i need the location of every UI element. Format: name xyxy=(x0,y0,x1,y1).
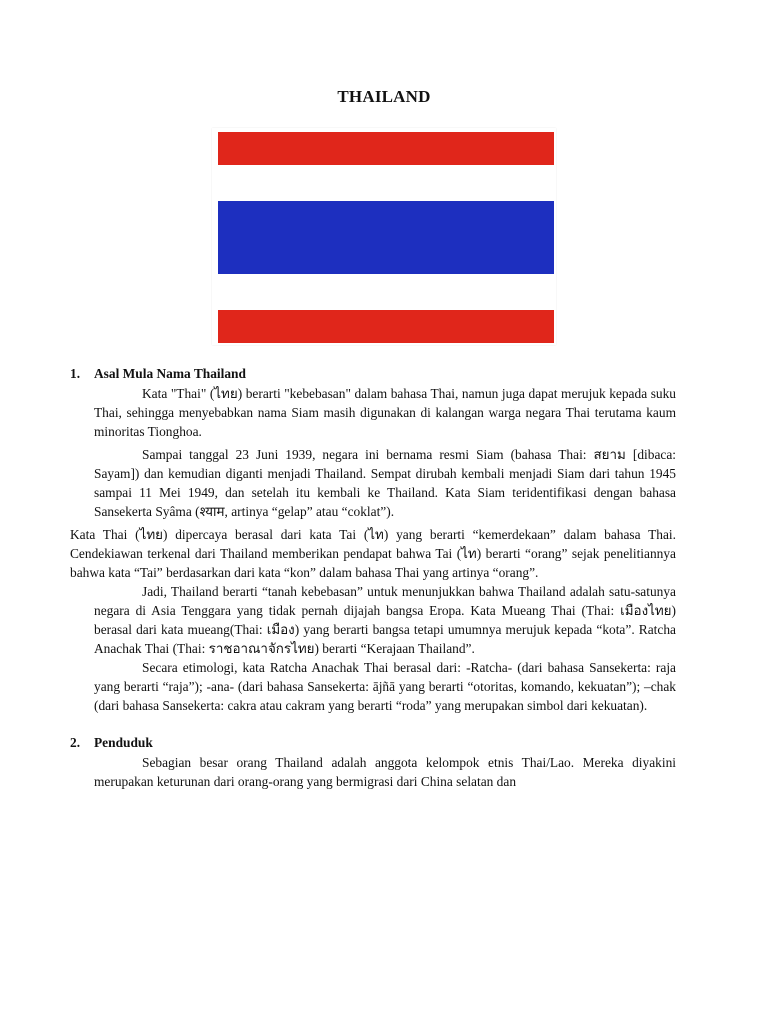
section-heading xyxy=(70,733,676,753)
flag-white-stripe-bottom xyxy=(218,274,554,310)
section-heading-text: Penduduk xyxy=(94,735,153,750)
section-heading-text: Asal Mula Nama Thailand xyxy=(94,366,246,381)
document-title: THAILAND xyxy=(337,87,431,106)
section-penduduk xyxy=(70,733,676,791)
paragraph: Sebagian besar orang Thailand adalah anggota kelompok etnis Thai/Lao. Mereka diyakini merupakan keturunan dari orang-orang yang bermigrasi dari China selatan dan xyxy=(94,755,676,789)
flag-white-stripe-top xyxy=(218,165,554,201)
section-heading xyxy=(70,364,676,384)
section-number: 2. xyxy=(70,735,81,750)
flag-red-stripe-bottom xyxy=(218,310,554,343)
paragraph: Kata Thai (ไทย) dipercaya berasal dari kata Tai (ไท) yang berarti “kemerdekaan” dalam bahasa Thai. Cendekiawan terkenal dari Thailand memberikan pendapat bahwa Tai (ไท) berarti “orang” sejak penelitiannya bahwa kata “Tai” berdasarkan dari kata “kon” dalam bahasa Thai yang artinya “orang”. xyxy=(70,527,676,580)
flag-blue-stripe xyxy=(218,201,554,274)
paragraph: Jadi, Thailand berarti “tanah kebebasan” untuk menunjukkan bahwa Thailand adalah satu-satunya negara di Asia Tenggara yang tidak pernah dijajah bangsa Eropa. Kata Mueang Thai (Thai: เมืองไทย) berasal dari kata mueang(Thai: เมือง) yang berarti bangsa tetapi umumnya merujuk kepada “kota”. Ratcha Anachak Thai (Thai: ราชอาณาจักรไทย) berarti “Kerajaan Thailand”. xyxy=(94,584,676,656)
document-body xyxy=(70,364,676,791)
paragraph: Secara etimologi, kata Ratcha Anachak Thai berasal dari: -Ratcha- (dari bahasa Sansekerta: raja yang berarti “raja”); -ana- (dari bahasa Sansekerta: ājñā yang berarti “otoritas, komando, kekuatan”); –chak (dari bahasa Sansekerta: cakra atau cakram yang berarti “roda” yang merupakan simbol dari kekuatan). xyxy=(94,660,676,713)
paragraph: Kata "Thai" (ไทย) berarti "kebebasan" dalam bahasa Thai, namun juga dapat merujuk kepada suku Thai, sehingga menyebabkan nama Siam masih digunakan di kalangan warga negara Thai terutama kaum minoritas Tionghoa. xyxy=(94,386,676,439)
section-asal-mula xyxy=(70,364,676,715)
section-number: 1. xyxy=(70,366,81,381)
thailand-flag-image xyxy=(212,128,556,345)
flag-red-stripe-top xyxy=(218,132,554,165)
paragraph: Sampai tanggal 23 Juni 1939, negara ini bernama resmi Siam (bahasa Thai: สยาม [dibaca: Sayam]) dan kemudian diganti menjadi Thailand. Sempat dirubah kembali menjadi Siam dari tahun 1945 sampai 11 Mei 1949, dan setelah itu kembali ke Thailand. Kata Siam teridentifikasi dengan bahasa Sansekerta Syâma (श्याम, artinya “gelap” atau “coklat”). xyxy=(94,447,676,519)
